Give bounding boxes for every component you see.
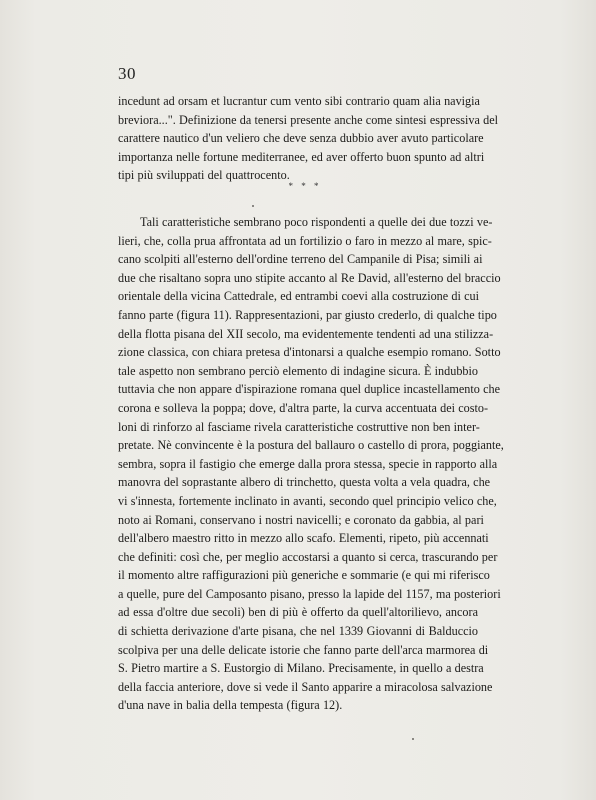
text-line: della flotta pisana del XII secolo, ma evidentemente tendenti ad una stilizza- (118, 326, 494, 341)
text-line: manovra del soprastante albero di trinchetto, questa volta a vela quadra, che (118, 475, 491, 490)
section-separator (0, 181, 596, 191)
text-line: tipi più sviluppati del quattrocento. (118, 168, 290, 183)
text-line: sembra, sopra il fastigio che emerge dalla prora stessa, specie in rapporto alla (118, 456, 498, 471)
text-line: fanno parte (figura 11). Rappresentazioni, par giusto crederlo, di qualche tipo (118, 307, 497, 322)
paragraph-1 (118, 92, 499, 185)
text-line: carattere nautico d'un veliero che deve senza dubbio aver avuto particolare (118, 131, 484, 146)
text-line: incedunt ad orsam et lucrantur cum vento sibi contrario quam alia navigia (118, 94, 480, 108)
text-line: che definiti: così che, per meglio accostarsi a quanto si cerca, trascurando per (118, 549, 498, 564)
text-line: dell'albero maestro ritto in mezzo allo scafo. Elementi, ripeto, più accennati (118, 531, 489, 546)
text-line: ad essa d'oltre due secoli) ben di più è offerto da quell'altorilievo, ancora (118, 605, 478, 620)
text-line: cano scolpiti all'esterno dell'ordine terreno del Campanile di Pisa; simili ai (118, 252, 483, 267)
separator-asterisks: * * * (288, 181, 322, 191)
text-line: a quelle, pure del Camposanto pisano, presso la lapide del 1157, ma posteriori (118, 586, 501, 601)
text-line: tale aspetto non sembrano perciò elemento di indagine sicura. È indubbio (118, 363, 478, 378)
page-number: 30 (118, 64, 136, 83)
text-line: di schietta derivazione d'arte pisana, che nel 1339 Giovanni di Balduccio (118, 624, 478, 639)
paper-speck (412, 738, 414, 740)
text-line: importanza nelle fortune mediterranee, ed aver offerto buon spunto ad altri (118, 149, 485, 164)
paragraph-2 (118, 213, 504, 715)
text-line: S. Pietro martire a S. Eustorgio di Milano. Precisamente, in quello a destra (118, 661, 484, 676)
text-line: zione classica, con chiara pretesa d'intonarsi a qualche esempio romano. Sotto (118, 345, 501, 360)
text-line: corona e solleva la poppa; dove, d'altra parte, la curva accentuata dei costo- (118, 400, 489, 415)
paper-speck (252, 205, 254, 207)
text-line: pretate. Nè convincente è la postura del ballauro o castello di prora, poggiante, (118, 438, 504, 453)
text-line: vi s'innesta, fortemente inclinato in avanti, secondo quel principio velico che, (118, 493, 497, 508)
text-line: il momento altre raffigurazioni più generiche e sommarie (e qui mi riferisco (118, 568, 490, 583)
text-line: loni di rinforzo al fasciame rivela caratteristiche costruttive non ben inter- (118, 419, 480, 434)
text-line: d'una nave in balia della tempesta (figura 12). (118, 698, 343, 713)
text-line: lieri, che, colla prua affrontata ad un fortilizio o faro in mezzo al mare, spic- (118, 233, 492, 248)
text-line: della faccia anteriore, dove si vede il Santo apparire a miracolosa salvazione (118, 679, 493, 694)
text-line: noto ai Romani, conservano i nostri navicelli; e coronato da gabbia, al pari (118, 512, 484, 527)
text-line: tuttavia che non appare d'ispirazione romana quel duplice incastellamento che (118, 382, 500, 397)
text-line: breviora...". Definizione da tenersi presente anche come sintesi espressiva del (118, 112, 499, 127)
text-line: orientale della vicina Cattedrale, ed entrambi coevi alla costruzione di cui (118, 289, 480, 304)
text-line: due che risaltano sopra uno stipite accanto al Re David, all'esterno del braccio (118, 270, 501, 285)
text-line: scolpiva per una delle delicate istorie che fanno parte dell'arca marmorea di (118, 642, 489, 657)
text-line: Tali caratteristiche sembrano poco rispondenti a quelle dei due tozzi ve- (140, 215, 493, 229)
